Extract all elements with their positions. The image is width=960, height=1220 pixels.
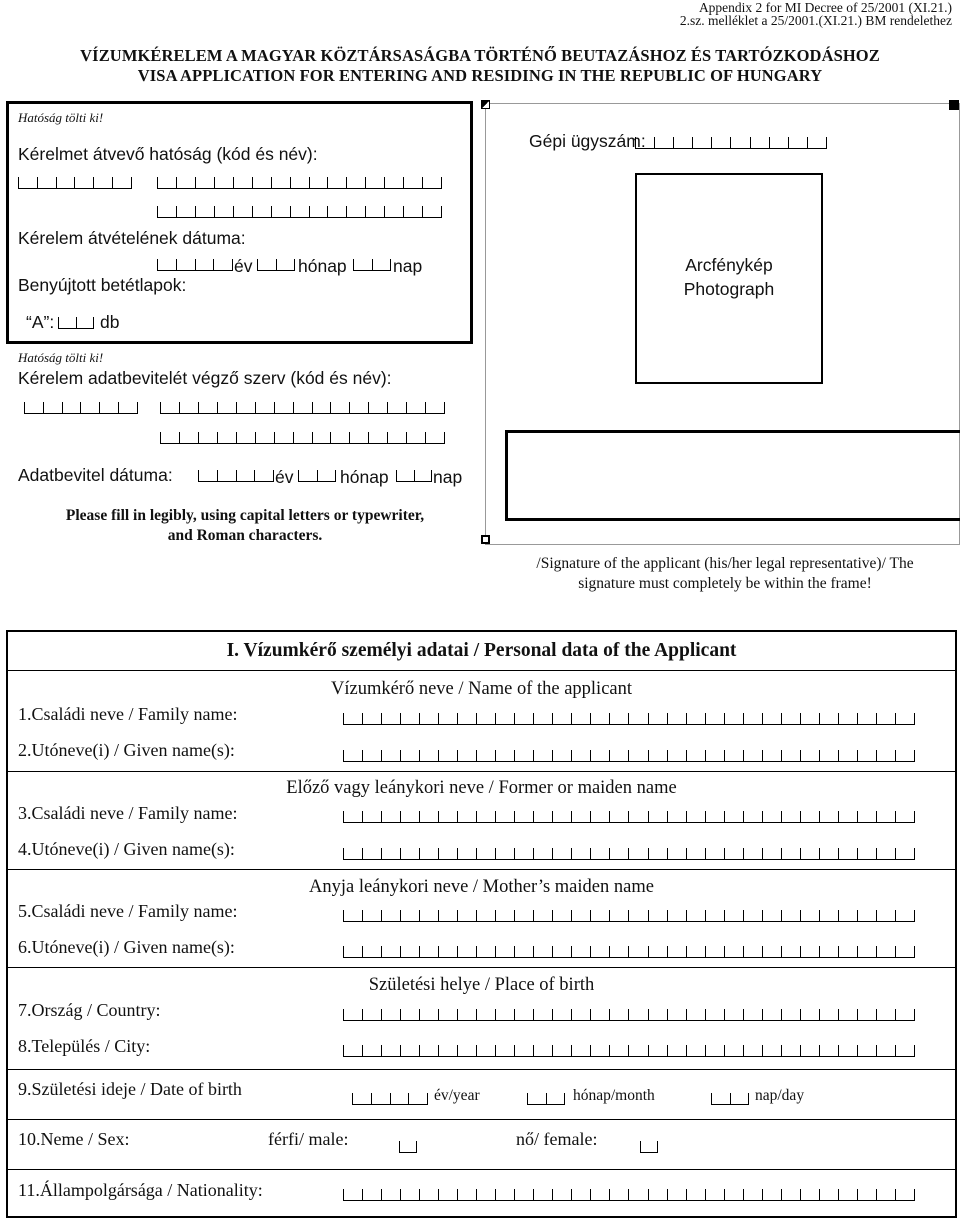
mother-given-names-cells[interactable] [343,946,915,958]
receipt-day-label: nap [393,256,423,276]
entry-authority-name-cells-1[interactable] [160,402,445,414]
receipt-year-label: év [234,256,253,276]
entry-year-cells[interactable] [198,470,274,482]
appendix-line-1: Appendix 2 for MI Decree of 25/2001 (XI.21.) [698,0,952,15]
receiving-authority-label: Kérelmet átvevő hatóság (kód és név): [18,144,318,164]
fill-instruction-1: Please fill in legibly, using capital letters or typewriter, [65,507,425,524]
case-number-label: Gépi ügyszám: [529,131,646,151]
entry-day-label: nap [433,467,463,487]
field-7-label: 7.Ország / Country: [18,1000,161,1020]
receiving-authority-code-cells[interactable] [18,177,132,189]
divider-2 [6,869,957,870]
photo-label-en: Photograph [683,279,775,299]
field-1-label: 1.Családi neve / Family name: [18,704,238,724]
authority-box [6,101,473,344]
inserts-label: Benyújtott betétlapok: [18,275,187,295]
receipt-year-cells[interactable] [157,259,233,271]
birth-day-cells[interactable] [711,1093,749,1105]
divider-6 [6,1169,957,1170]
receipt-date-label: Kérelem átvételének dátuma: [18,228,246,248]
entry-authority-name-cells-2[interactable] [160,432,445,444]
given-names-cells[interactable] [343,750,915,762]
field-10-label: 10.Neme / Sex: [18,1129,130,1149]
birth-country-cells[interactable] [343,1009,915,1021]
receiving-authority-name-cells-2[interactable] [157,206,442,218]
birth-month-cells[interactable] [527,1093,565,1105]
signature-note-2: signature must completely be within the frame! [578,575,872,592]
fill-instruction-2: and Roman characters. [167,527,323,544]
field-3-label: 3.Családi neve / Family name: [18,803,238,823]
authority-fill-note: Hatóság tölti ki! [18,110,104,125]
entry-year-label: év [275,467,294,487]
mother-family-name-cells[interactable] [343,910,915,922]
personal-data-title: I. Vízumkérő személyi adatai / Personal data of the Applicant [226,640,737,661]
entry-date-label: Adatbevitel dátuma: [18,465,173,485]
insert-a-count-cells[interactable] [58,317,94,329]
field-9-label: 9.Születési ideje / Date of birth [18,1079,242,1099]
corner-marker-top-right [949,100,959,110]
field-2-label: 2.Utóneve(i) / Given name(s): [18,740,235,760]
corner-marker-top-left [481,100,490,109]
field-5-label: 5.Családi neve / Family name: [18,901,238,921]
receipt-month-cells[interactable] [257,259,295,271]
birth-year-label: év/year [434,1087,480,1104]
receipt-month-label: hónap [298,256,347,276]
male-checkbox[interactable] [399,1141,417,1153]
field-6-label: 6.Utóneve(i) / Given name(s): [18,937,235,957]
insert-a-label: “A”: [26,312,55,332]
birthplace-heading: Születési helye / Place of birth [368,975,595,995]
male-label: férfi/ male: [268,1129,349,1149]
entry-month-label: hónap [340,467,389,487]
family-name-cells[interactable] [343,713,915,725]
former-family-name-cells[interactable] [343,811,915,823]
applicant-name-heading: Vízumkérő neve / Name of the applicant [330,679,633,699]
female-label: nő/ female: [516,1129,598,1149]
mother-name-heading: Anyja leánykori neve / Mother’s maiden name [309,877,654,897]
nationality-cells[interactable] [343,1189,915,1201]
entry-fill-note: Hatóság tölti ki! [18,350,104,365]
birth-year-cells[interactable] [352,1093,428,1105]
entry-authority-code-cells[interactable] [24,402,138,414]
former-given-names-cells[interactable] [343,848,915,860]
receiving-authority-name-cells-1[interactable] [157,177,442,189]
entry-month-cells[interactable] [298,470,336,482]
receipt-day-cells[interactable] [353,259,391,271]
field-11-label: 11.Állampolgársága / Nationality: [18,1180,263,1200]
form-title-en: VISA APPLICATION FOR ENTERING AND RESIDING IN THE REPUBLIC OF HUNGARY [137,66,823,85]
divider-3 [6,967,957,968]
field-4-label: 4.Utóneve(i) / Given name(s): [18,839,235,859]
entry-authority-label: Kérelem adatbevitelét végző szerv (kód és név): [18,368,392,388]
insert-db-label: db [100,312,120,332]
former-name-heading: Előző vagy leánykori neve / Former or maiden name [286,778,677,798]
divider-1 [6,771,957,772]
field-8-label: 8.Település / City: [18,1036,151,1056]
appendix-line-2: 2.sz. melléklet a 25/2001.(XI.21.) BM rendelethez [679,13,952,28]
birth-month-label: hónap/month [573,1087,655,1104]
divider-5 [6,1119,957,1120]
signature-note-1: /Signature of the applicant (his/her legal representative)/ The [536,555,914,572]
case-number-cells[interactable] [635,137,827,149]
birth-day-label: nap/day [755,1087,805,1104]
photo-label-hu: Arcfénykép [685,255,773,275]
corner-marker-bottom-left [481,535,490,544]
entry-day-cells[interactable] [396,470,432,482]
female-checkbox[interactable] [640,1141,658,1153]
birth-city-cells[interactable] [343,1045,915,1057]
title-divider [6,670,957,671]
divider-4 [6,1069,957,1070]
form-title-hu: VÍZUMKÉRELEM A MAGYAR KÖZTÁRSASÁGBA TÖRTÉNŐ BEUTAZÁSHOZ ÉS TARTÓZKODÁSHOZ [80,46,880,65]
signature-box[interactable] [505,430,960,521]
